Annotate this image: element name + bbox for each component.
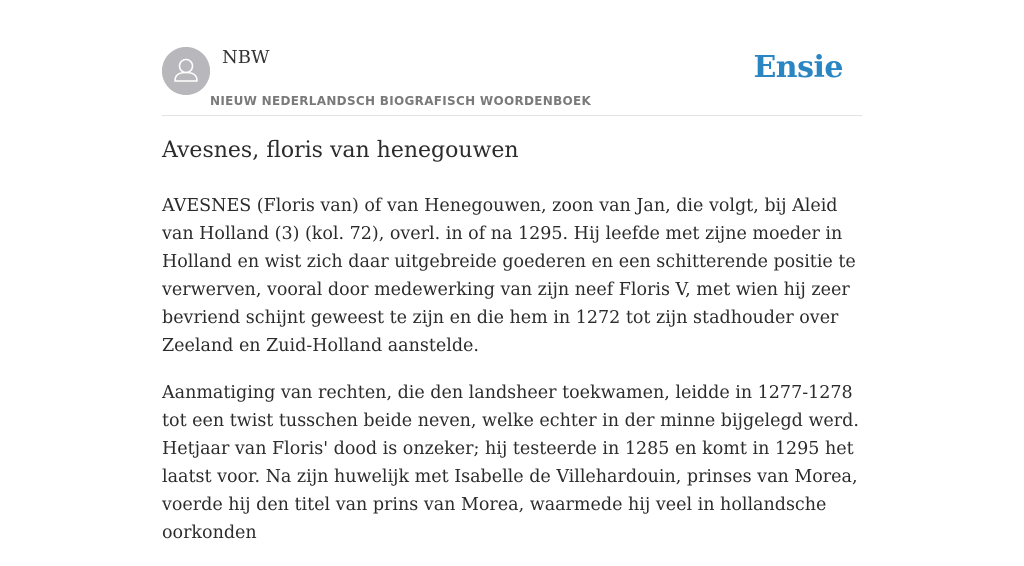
brand-logo[interactable]: Ensie <box>753 50 843 85</box>
source-name[interactable]: NBW <box>222 47 270 68</box>
avatar[interactable] <box>162 47 210 95</box>
user-icon <box>162 47 210 95</box>
source-subtitle: NIEUW NEDERLANDSCH BIOGRAFISCH WOORDENBOEK <box>210 94 592 108</box>
article-body <box>162 192 862 566</box>
article-paragraph: AVESNES (Floris van) of van Henegouwen, zoon van Jan, die volgt, bij Aleid van Holland (3) (kol. 72), overl. in of na 1295. Hij leefde met zijne moeder in Holland en wist zich daar uitgebreide goederen en een schitterende positie te verwerven, vooral door medewerking van zijn neef Floris V, met wien hij zeer bevriend schijnt geweest te zijn en die hem in 1272 tot zijn stadhouder over Zeeland en Zuid-Holland aanstelde. <box>162 196 856 356</box>
article-paragraph: Aanmatiging van rechten, die den landsheer toekwamen, leidde in 1277-1278 tot een twist tusschen beide neven, welke echter in der minne bijgelegd werd. Hetjaar van Floris' dood is onzeker; hij testeerde in 1285 en komt in 1295 het laatst voor. Na zijn huwelijk met Isabelle de Villehardouin, prinses van Morea, voerde hij den titel van prins van Morea, waarmede hij veel in hollandsche oorkonden <box>162 383 859 543</box>
source-header <box>162 46 862 116</box>
article-title: Avesnes, floris van henegouwen <box>162 138 519 163</box>
